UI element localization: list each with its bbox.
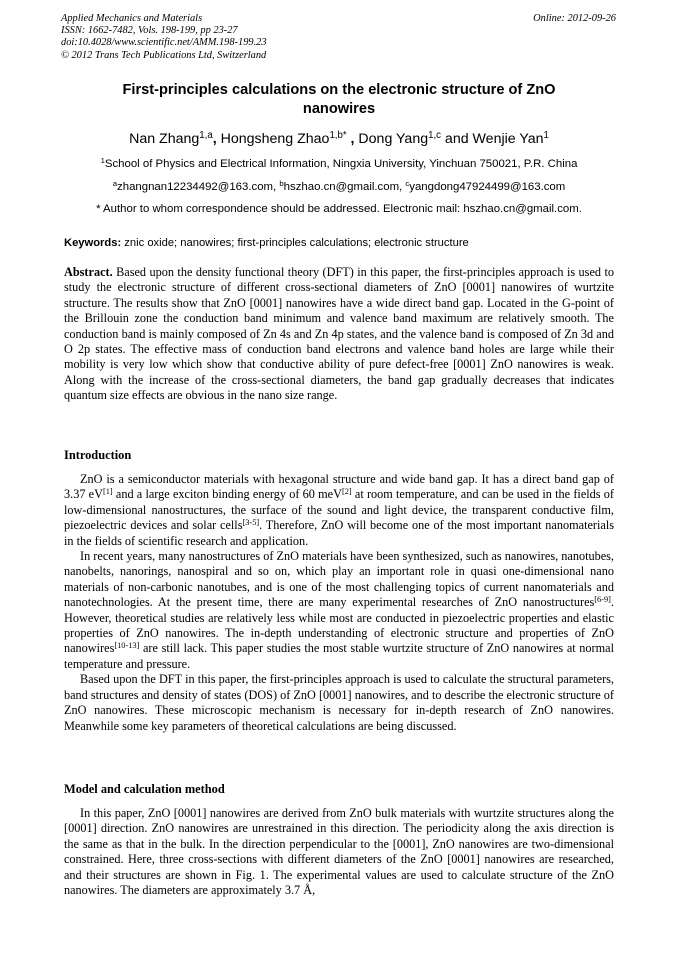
paragraph	[64, 472, 614, 549]
email-address[interactable]: yangdong47924499@163.com	[409, 181, 566, 193]
author-name: Dong Yang	[358, 131, 429, 147]
paragraph-text: are still lack. This paper studies the most stable wurtzite structure of ZnO nanowires at normal temperature and pressure.	[64, 641, 614, 671]
author-name: Hongsheng Zhao	[220, 131, 330, 147]
author-affiliation-mark: 1,c	[428, 129, 441, 141]
journal-header	[61, 13, 616, 62]
author-affiliation-mark: 1,a	[199, 129, 213, 141]
author-name: Wenjie Yan	[472, 131, 544, 147]
paper-title-line: nanowires	[302, 100, 376, 117]
abstract-text: Based upon the density functional theory (DFT) in this paper, the first-principles approach is used to study the electronic structure of different cross-sectional diameters of ZnO [0001] nanowires of wurtzite structure. The results show that ZnO [0001] nanowires have a wide direct band gap. Located in the G-point of the Brillouin zone the conduction band minimum and valence band maximum are relatively smooth. The conduction band is mainly composed of Zn 4s and Zn 4p states, and the valence band is composed of Zn 3d and O 2p states. The effective mass of conduction band electrons and valence band holes are large while their mobility is very low which show that conductive ability of pure defect-free [0001] ZnO nanowires is weak. Along with the increase of the cross-sectional diameters, the band gap gradually decreases that indicates quantum size effects are obvious in the nano size range.	[64, 265, 614, 403]
introduction-section	[64, 472, 614, 734]
paper-title	[70, 81, 608, 118]
author-name: Nan Zhang	[129, 131, 200, 147]
paragraph: In this paper, ZnO [0001] nanowires are derived from ZnO bulk materials with wurtzite structures along the [0001] direction. ZnO nanowires are unrestrained in this direction. The periodicity along the axis direction is the same as that in the bulk. In the direction perpendicular to the [0001], ZnO nanowires are two-dimensional constrained. Here, three cross-sections with different diameters of the ZnO [0001] nanowires are researched, and their structures are shown in Fig. 1. The experimental values are used to calculate structure of the ZnO nanowires. The diameters are approximately 3.7 Å,	[64, 806, 614, 898]
citation-ref: [6-9]	[594, 594, 611, 604]
author-separator: and	[440, 131, 473, 147]
journal-name: Applied Mechanics and Materials	[61, 13, 203, 24]
paragraph-text: . However, theoretical studies are relatively less while most are conducted in piezoelectric properties and elastic properties of ZnO nanowires. The in-depth understanding of electronic structure and properties of ZnO nanowires	[64, 595, 614, 656]
model-section	[64, 806, 614, 898]
journal-doi: doi:10.4028/www.scientific.net/AMM.198-199.23	[61, 37, 267, 49]
email-mark: c	[405, 178, 410, 188]
paragraph-text: and a large exciton binding energy of 60 meV	[112, 487, 342, 502]
email-mark: b	[279, 178, 284, 188]
paragraph-text: In recent years, many nanostructures of ZnO materials have been synthesized, such as nanowires, nanotubes, nanobelts, nanorings, nanospiral and so on, which play an important role in quasi one-dimensional nano materials of non-carbonic nanotubes, and is one of the most challenging topics of current nanomaterials and nanotechnologies. At the present time, there are many experimental researches of ZnO nanostructures	[64, 549, 614, 610]
author-separator: ,	[212, 131, 221, 147]
author-affiliation-mark: 1	[543, 129, 549, 141]
email-address[interactable]: zhangnan12234492@163.com,	[117, 181, 280, 193]
email-address[interactable]: hszhao.cn@gmail.com,	[283, 181, 406, 193]
citation-ref: [1]	[102, 486, 113, 496]
citation-ref: [2]	[341, 486, 352, 496]
abstract-label: Abstract.	[64, 265, 113, 279]
paragraph-text: at room temperature, and can be used in the fields of low-dimensional nanostructures, the surface of the sound and light device, the transparent conductive film, piezoelectric devices and solar cells	[64, 487, 614, 533]
citation-ref: [3-5]	[242, 517, 260, 527]
section-heading-model: Model and calculation method	[64, 782, 225, 796]
abstract	[64, 265, 614, 404]
author-list	[0, 130, 678, 148]
email-mark: a	[112, 178, 118, 188]
section-heading-introduction: Introduction	[64, 448, 132, 462]
author-separator: ,	[346, 131, 359, 147]
paragraph-text: ZnO is a semiconductor materials with hexagonal structure and wide band gap. It has a direct band gap of 3.37 eV	[64, 472, 614, 502]
keywords-text: znic oxide; nanowires; first-principles calculations; electronic structure	[121, 237, 469, 249]
citation-ref: [10-13]	[114, 640, 140, 650]
journal-issn: ISSN: 1662-7482, Vols. 198-199, pp 23-27	[61, 25, 238, 37]
paper-title-line: First-principles calculations on the electronic structure of ZnO	[122, 82, 556, 98]
author-affiliation-mark: 1,b*	[329, 129, 347, 141]
affiliation-mark: 1	[100, 155, 105, 165]
paragraph: Based upon the DFT in this paper, the first-principles approach is used to calculate the structural parameters, band structures and density of states (DOS) of ZnO [0001] nanowires, and to describe the electronic structure of ZnO nanowires. These microscopic mechanism is necessary for in-depth research of ZnO nanowires. Meanwhile some key parameters of theoretical calculations are being discussed.	[64, 672, 614, 733]
journal-copyright: © 2012 Trans Tech Publications Ltd, Switzerland	[61, 49, 267, 61]
keywords	[64, 236, 616, 250]
paragraph	[64, 549, 614, 672]
correspondence-note: * Author to whom correspondence should be addressed. Electronic mail: hszhao.cn@gmail.com.	[96, 203, 582, 215]
keywords-label: Keywords:	[64, 237, 122, 249]
author-emails	[0, 180, 678, 194]
paragraph-text: . Therefore, ZnO will become one of the most important nanomaterials in the fields of scientific research and application.	[64, 518, 615, 548]
online-date: Online: 2012-09-26	[533, 13, 616, 24]
affiliation-text: School of Physics and Electrical Information, Ningxia University, Yinchuan 750021, P.R. China	[104, 158, 578, 170]
affiliation	[0, 157, 678, 171]
